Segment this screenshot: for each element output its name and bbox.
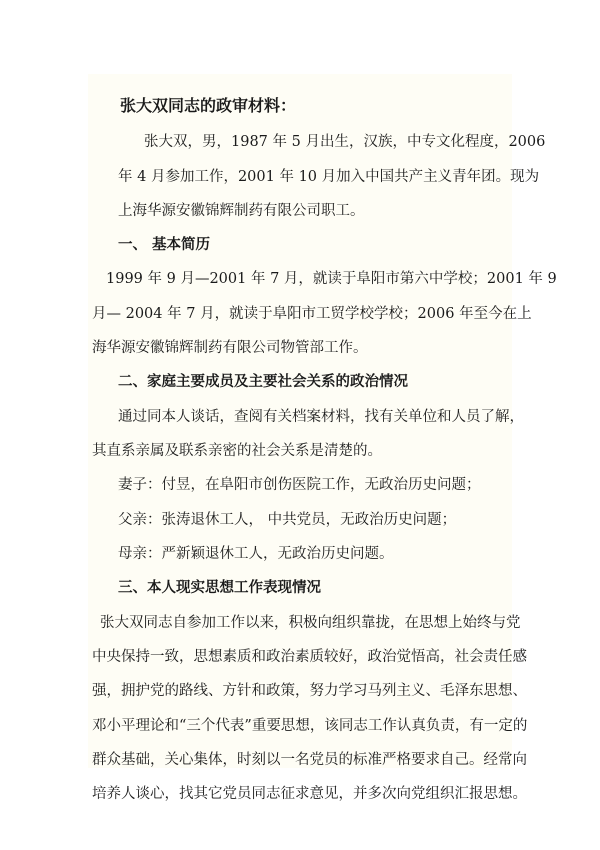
section-1-line-1: 1999 年 9 月—2001 年 7 月，就读于阜阳市第六中学校；2001 年 9	[106, 271, 557, 287]
section-2-line-1: 通过同本人谈话，查阅有关档案材料，找有关单位和人员了解，	[118, 409, 524, 425]
section-3-line-1: 张大双同志自参加工作以来，积极向组织靠拢，在思想上始终与党	[100, 615, 521, 631]
section-2-line-4: 父亲：张涛退休工人， 中共党员，无政治历史问题；	[118, 512, 457, 528]
intro-line-3: 上海华源安徽锦辉制药有限公司职工。	[118, 203, 365, 219]
section-2-heading: 二、家庭主要成员及主要社会关系的政治情况	[118, 373, 408, 390]
section-3-line-3: 强，拥护党的路线、方针和政策，努力学习马列主义、毛泽东思想、	[92, 683, 527, 699]
section-3-line-4: 邓小平理论和“三个代表”重要思想，该同志工作认真负责，有一定的	[92, 718, 528, 734]
intro-line-2: 年 4 月参加工作，2001 年 10 月加入中国共产主义青年团。现为	[118, 169, 540, 185]
section-3-line-5: 群众基础，关心集体，时刻以一名党员的标准严格要求自己。经常向	[92, 752, 527, 768]
section-2-line-5: 母亲：严新颖退休工人，无政治历史问题。	[118, 546, 394, 562]
section-1-line-3: 海华源安徽锦辉制药有限公司物管部工作。	[92, 340, 368, 356]
intro-line-1: 张大双，男，1987 年 5 月出生，汉族，中专文化程度，2006	[144, 134, 546, 150]
document-title: 张大双同志的政审材料：	[120, 96, 297, 115]
section-3-heading: 三、本人现实思想工作表现情况	[118, 579, 321, 596]
section-3-line-2: 中央保持一致，思想素质和政治素质较好，政治觉悟高，社会责任感	[92, 649, 527, 665]
section-1-heading: 一、 基本简历	[118, 236, 211, 253]
section-1-line-2: 月— 2004 年 7 月，就读于阜阳市工贸学校学校；2006 年至今在上	[92, 306, 532, 322]
section-3-line-6: 培养人谈心，找其它党员同志征求意见，并多次向党组织汇报思想。	[92, 786, 527, 802]
section-2-line-3: 妻子：付昱，在阜阳市创伤医院工作，无政治历史问题；	[118, 477, 481, 493]
section-2-line-2: 其直系亲属及联系亲密的社会关系是清楚的。	[92, 443, 382, 459]
